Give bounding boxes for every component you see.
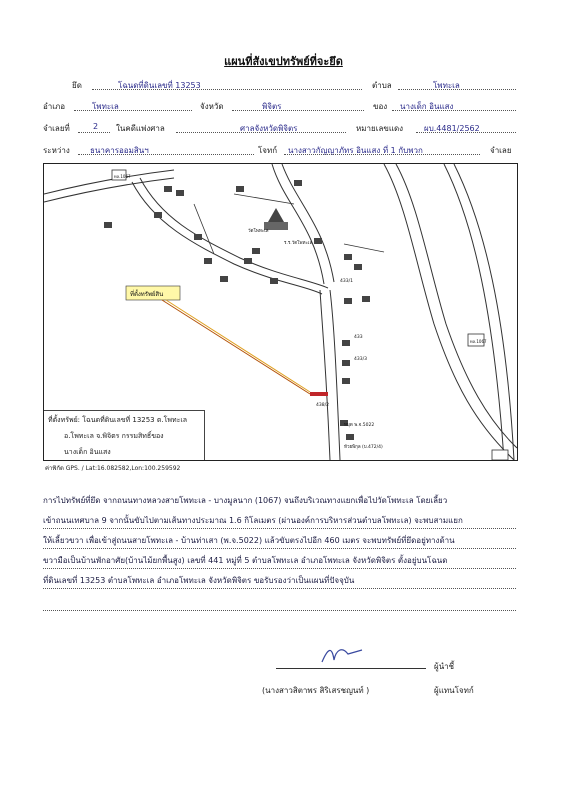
court-value: ศาลจังหวัดพิจิตร xyxy=(240,124,298,133)
description-line-5: ที่ดินเลขที่ 13253 ตำบลโพทะเล อำเภอโพทะเล จังหวัดพิจิตร ขอรับรองว่าเป็นแผนที่ปัจจุบัน xyxy=(43,576,355,585)
label-defendant: จำเลย xyxy=(490,146,512,155)
gps-coordinates: ค่าพิกัด GPS. / Lat:16.082582,Lon:100.259592 xyxy=(45,465,181,472)
label-between: ระหว่าง xyxy=(43,146,70,155)
label-representative: ผู้แทนโจทก์ xyxy=(434,686,474,695)
label-plaintiff: โจทก์ xyxy=(258,146,278,155)
tambon-value: โพทะเล xyxy=(433,81,460,90)
info-line-3: นางเด็ก อินแสง xyxy=(64,448,111,456)
map-label-temple: วัดโพทะเล xyxy=(248,229,269,234)
page-title: แผนที่สังเขปทรัพย์ที่จะยึด xyxy=(224,55,343,68)
map-label-highway-right: ทล.1067 xyxy=(470,339,487,344)
owner-value: นางเด็ก อินแสง xyxy=(400,102,454,111)
map-label-parcel-433: 433 xyxy=(354,335,363,340)
map-label-parcel-433-1: 433/1 xyxy=(340,279,353,284)
label-redcase: หมายเลขแดง xyxy=(356,124,404,133)
description-line-1: การไปทรัพย์ที่ยึด จากถนนทางหลวงสายโพทะเล - บางมูลนาก (1067) จนถึงบริเวณทางแยกเพื่อไปวัดโพทะเล โดยเลี้ยว xyxy=(43,496,448,505)
label-judgment: ในคดีแพ่งศาล xyxy=(116,124,165,133)
plaintiff-value: ธนาคารออมสินฯ xyxy=(90,146,149,155)
label-province: จังหวัด xyxy=(200,102,224,111)
map-label-parcel-433-3: 433/3 xyxy=(354,357,367,362)
map-label-parcel-438-2: 438/2 xyxy=(316,403,329,408)
label-seize: ยึด xyxy=(72,81,82,90)
signature-mark xyxy=(318,640,368,670)
defendant-value: นางสาวกัญญาภัทร อินแสง ที่ 1 กับพวก xyxy=(288,146,423,155)
description-line-2: เข้าถนนเทศบาล 9 จากนั้นขับไปตามเส้นทางประมาณ 1.6 กิโลเมตร (ผ่านองค์การบริหารส่วนตำบลโพทะเล) จะพบสามแยก xyxy=(43,516,463,525)
description-line-4: ขวามือเป็นบ้านพักอาศัย(บ้านไม้ยกพื้นสูง) เลขที่ 441 หมู่ที่ 5 ตำบลโพทะเล อำเภอโพทะเล จังหวัดพิจิตร ตั้งอยู่บนโฉนด xyxy=(43,556,448,565)
deed-number: โฉนดที่ดินเลขที่ 13253 xyxy=(118,81,201,90)
label-tambon: ตำบล xyxy=(372,81,392,90)
label-owner: ของ xyxy=(373,102,388,111)
info-line-2: อ.โพทะเล จ.พิจิตร กรรมสิทธิ์ของ xyxy=(64,432,164,440)
sketch-map xyxy=(43,163,518,461)
description-line-3: ให้เลี้ยวขวา เพื่อเข้าสู่ถนนสายโพทะเล - บ้านท่าเสา (พ.จ.5022) แล้วขับตรงไปอีก 460 เมตร จะพบทรัพย์ที่ยึดอยู่ทางด้าน xyxy=(43,536,455,545)
map-label-highway: ทล.1067 xyxy=(114,174,131,179)
property-callout: ที่ตั้งทรัพย์สิน xyxy=(130,291,164,298)
signatory-name: (นางสาวสิตาพร สิริเสรชญนท์ ) xyxy=(262,686,370,695)
info-line-1: ที่ตั้งทรัพย์: โฉนดที่ดินเลขที่ 13253 ต.โพทะเล xyxy=(48,416,188,424)
redcase-value: ผบ.4481/2562 xyxy=(424,124,480,133)
map-label-school: ร.ร.วัดโพทะเล xyxy=(284,241,313,246)
province-value: พิจิตร xyxy=(262,102,282,111)
property-info-box xyxy=(44,410,205,461)
label-amphoe: อำเภอ xyxy=(43,102,66,111)
debtor-number: 2 xyxy=(93,122,99,131)
label-pointer: ผู้นำชี้ xyxy=(434,662,455,671)
map-label-benchmark: หมุด พ.จ.5022 xyxy=(344,423,375,428)
map-label-stream: ห้วยพิกุล (บ.472/4) xyxy=(344,445,383,450)
amphoe-value: โพทะเล xyxy=(92,102,119,111)
label-debtor: จำเลยที่ xyxy=(43,124,70,133)
